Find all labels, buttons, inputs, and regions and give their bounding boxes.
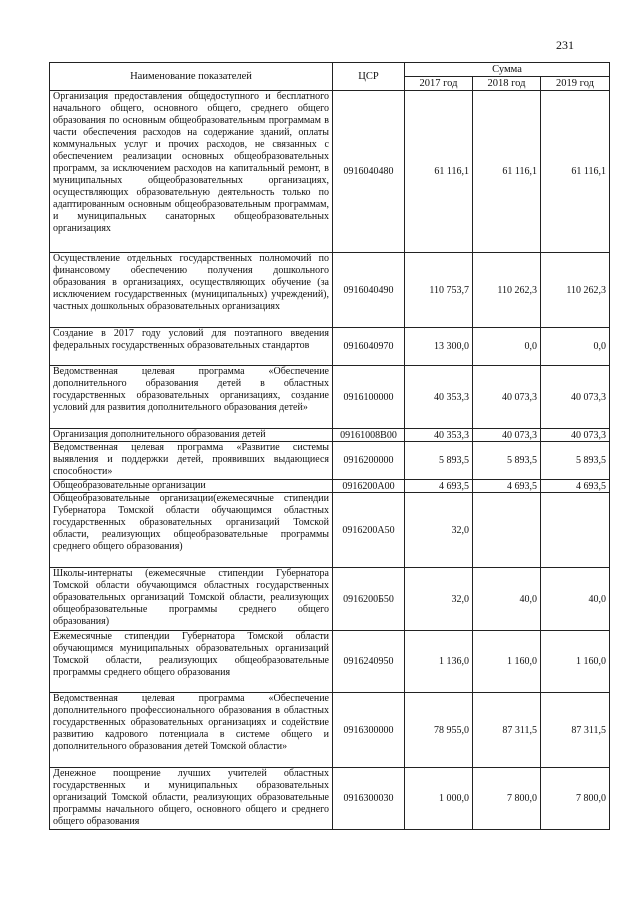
row-value-2017: 78 955,0: [405, 693, 473, 768]
row-value-2017: 4 693,5: [405, 480, 473, 493]
row-value-2017: 5 893,5: [405, 442, 473, 480]
table-row: [50, 429, 610, 442]
row-value-2018: 87 311,5: [473, 693, 541, 768]
table-row: [50, 253, 610, 328]
header-name: Наименование показателей: [50, 63, 333, 91]
row-code: 0916200000: [333, 442, 405, 480]
row-code: 0916300030: [333, 768, 405, 830]
row-name: Ведомственная целевая программа «Обеспечение дополнительного образования детей в областных государственных образовательных организациях, создание условий для развития дополнительного образования детей»: [50, 366, 333, 429]
row-code: 0916100000: [333, 366, 405, 429]
row-name: Создание в 2017 году условий для поэтапного введения федеральных государственных образовательных стандартов: [50, 328, 333, 366]
row-value-2017: 61 116,1: [405, 91, 473, 253]
row-value-2018: 40,0: [473, 568, 541, 631]
row-name: Ведомственная целевая программа «Развитие системы выявления и поддержки детей, проявивших выдающиеся способности»: [50, 442, 333, 480]
row-name: Организация дополнительного образования детей: [50, 429, 333, 442]
row-value-2018: 61 116,1: [473, 91, 541, 253]
row-value-2019: 110 262,3: [541, 253, 610, 328]
row-value-2018: 40 073,3: [473, 429, 541, 442]
row-value-2018: 40 073,3: [473, 366, 541, 429]
row-value-2018: 5 893,5: [473, 442, 541, 480]
header-sum: Сумма: [405, 63, 610, 77]
header-code: ЦСР: [333, 63, 405, 91]
row-value-2017: 32,0: [405, 493, 473, 568]
table-row: [50, 442, 610, 480]
row-value-2017: 1 136,0: [405, 631, 473, 693]
table-row: [50, 366, 610, 429]
row-code: 09161008В00: [333, 429, 405, 442]
header-year-2018: 2018 год: [473, 77, 541, 91]
row-value-2017: 40 353,3: [405, 429, 473, 442]
row-value-2017: 13 300,0: [405, 328, 473, 366]
row-value-2017: 110 753,7: [405, 253, 473, 328]
table-row: [50, 568, 610, 631]
row-value-2018: 1 160,0: [473, 631, 541, 693]
row-code: 0916200Б50: [333, 568, 405, 631]
row-code: 0916040970: [333, 328, 405, 366]
row-value-2017: 40 353,3: [405, 366, 473, 429]
row-code: 0916040490: [333, 253, 405, 328]
row-value-2019: [541, 493, 610, 568]
row-name: Общеобразовательные организации: [50, 480, 333, 493]
row-name: Осуществление отдельных государственных полномочий по финансовому обеспечению получения дошкольного образования в организациях, осуществляющих обучение (за исключением государственных (муниципальных) учреждений), частных дошкольных образовательных организациях: [50, 253, 333, 328]
row-value-2019: 7 800,0: [541, 768, 610, 830]
table-row: [50, 91, 610, 253]
table-row: [50, 768, 610, 830]
row-value-2017: 1 000,0: [405, 768, 473, 830]
row-value-2019: 4 693,5: [541, 480, 610, 493]
table-row: [50, 328, 610, 366]
row-value-2018: 0,0: [473, 328, 541, 366]
row-name: Ежемесячные стипендии Губернатора Томской области обучающимся муниципальных образовательных организаций Томской области, реализующих общеобразовательные программы среднего общего образования: [50, 631, 333, 693]
row-value-2018: [473, 493, 541, 568]
row-code: 0916300000: [333, 693, 405, 768]
table-row: [50, 631, 610, 693]
row-name: Школы-интернаты (ежемесячные стипендии Губернатора Томской области обучающимся областных государственных образовательных организаций Томской области, реализующих общеобразовательные программы среднего общего образования): [50, 568, 333, 631]
row-value-2019: 40 073,3: [541, 366, 610, 429]
row-value-2019: 0,0: [541, 328, 610, 366]
table-row: [50, 480, 610, 493]
row-value-2017: 32,0: [405, 568, 473, 631]
row-name: Денежное поощрение лучших учителей областных государственных и муниципальных образовательных организаций Томской области, реализующих образовательные программы начального общего, основного общего и среднего общего образования: [50, 768, 333, 830]
row-value-2019: 40 073,3: [541, 429, 610, 442]
table-row: [50, 693, 610, 768]
row-code: 0916200А50: [333, 493, 405, 568]
row-code: 0916040480: [333, 91, 405, 253]
page-number: 231: [556, 38, 574, 52]
header-year-2019: 2019 год: [541, 77, 610, 91]
row-value-2019: 87 311,5: [541, 693, 610, 768]
row-value-2019: 61 116,1: [541, 91, 610, 253]
table-row: [50, 493, 610, 568]
row-code: 0916240950: [333, 631, 405, 693]
row-value-2019: 40,0: [541, 568, 610, 631]
row-name: Общеобразовательные организации(ежемесячные стипендии Губернатора Томской области обучающимся областных государственных образовательных организаций Томской области, реализующих общеобразовательные программы среднего общего образования): [50, 493, 333, 568]
row-value-2018: 7 800,0: [473, 768, 541, 830]
row-name: Организация предоставления общедоступного и бесплатного начального общего, основного общего, среднего общего образования по основным общеобразовательным программам в части обеспечения расходов на содержание зданий, оплаты коммунальных услуг и прочих расходов, не связанных с обеспечением реализации основных общеобразовательных программ, за исключением расходов на капитальный ремонт, в муниципальных общеобразовательных организациях, осуществляющих образовательную деятельность только по адаптированным основным общеобразовательным программам, и муниципальных санаторных общеобразовательных организациях: [50, 91, 333, 253]
row-value-2018: 4 693,5: [473, 480, 541, 493]
row-value-2018: 110 262,3: [473, 253, 541, 328]
row-value-2019: 5 893,5: [541, 442, 610, 480]
row-code: 0916200А00: [333, 480, 405, 493]
row-name: Ведомственная целевая программа «Обеспечение дополнительного профессионального образования в областных государственных образовательных организациях и содействие развитию кадрового потенциала в системе общего и дополнительного образования детей Томской области»: [50, 693, 333, 768]
header-year-2017: 2017 год: [405, 77, 473, 91]
row-value-2019: 1 160,0: [541, 631, 610, 693]
budget-table: [49, 62, 610, 830]
